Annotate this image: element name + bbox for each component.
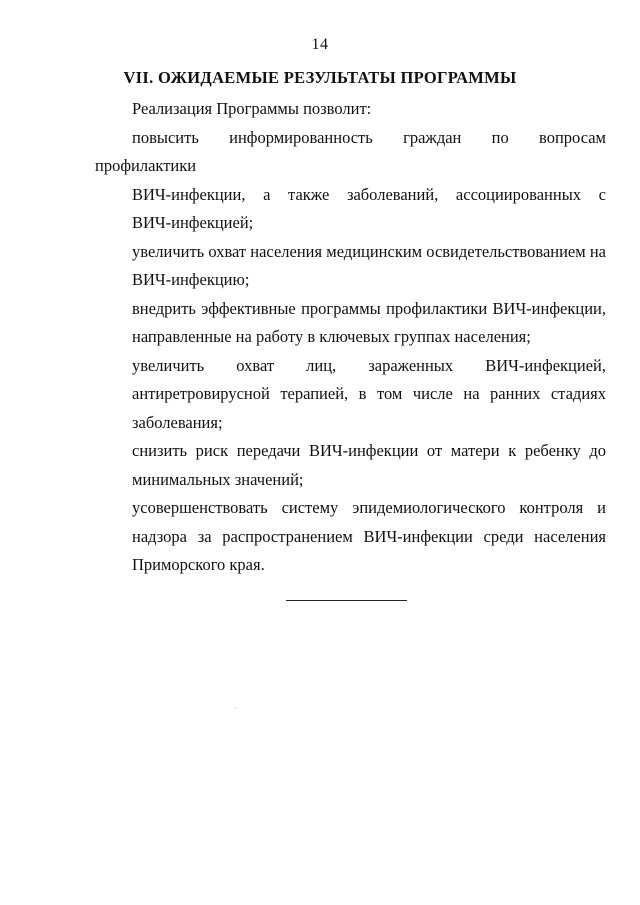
- body-text: [95, 95, 606, 580]
- result-item-line: снизить риск передачи ВИЧ-инфекции от матери к ребенку до: [132, 441, 606, 460]
- result-item: [95, 124, 606, 238]
- result-item: [95, 352, 606, 438]
- result-item: [95, 494, 606, 580]
- result-item-line: внедрить эффективные программы профилактики ВИЧ-инфекции,: [132, 298, 606, 318]
- result-item-line: надзора за распространением ВИЧ-инфекции среди населения: [132, 526, 606, 546]
- intro-line: Реализация Программы позволит:: [132, 99, 372, 118]
- result-item-line: ВИЧ-инфекцию;: [132, 270, 250, 289]
- result-item-line: увеличить охват населения медицинским освидетельствованием на: [132, 241, 606, 261]
- result-item-line: заболевания;: [132, 412, 223, 432]
- results-list: [95, 124, 606, 580]
- result-item-line: ВИЧ-инфекцией;: [132, 213, 254, 232]
- result-item-line: ВИЧ-инфекции, а также заболеваний, ассоциированных с: [132, 184, 606, 204]
- result-item-line: минимальных значений;: [132, 469, 304, 489]
- result-item-line: антиретровирусной терапией, в том числе на ранних стадиях: [132, 384, 606, 403]
- result-item: [95, 437, 606, 494]
- result-item-line: увеличить охват лиц, зараженных ВИЧ-инфекцией,: [132, 355, 606, 375]
- result-item-line: усовершенствовать систему эпидемиологического контроля и: [132, 498, 606, 517]
- page-number: 14: [311, 36, 329, 53]
- result-item: [95, 295, 606, 352]
- end-rule: [286, 600, 407, 601]
- result-item: [95, 238, 606, 295]
- result-item-line: Приморского края.: [132, 555, 265, 574]
- result-item-line: направленные на работу в ключевых группах населения;: [132, 327, 531, 346]
- scan-speck: [235, 708, 236, 709]
- section-heading: VII. ОЖИДАЕМЫЕ РЕЗУЛЬТАТЫ ПРОГРАММЫ: [123, 68, 517, 87]
- intro-paragraph: [95, 95, 606, 124]
- result-item-line: повысить информированность граждан по вопросам профилактики: [95, 127, 606, 175]
